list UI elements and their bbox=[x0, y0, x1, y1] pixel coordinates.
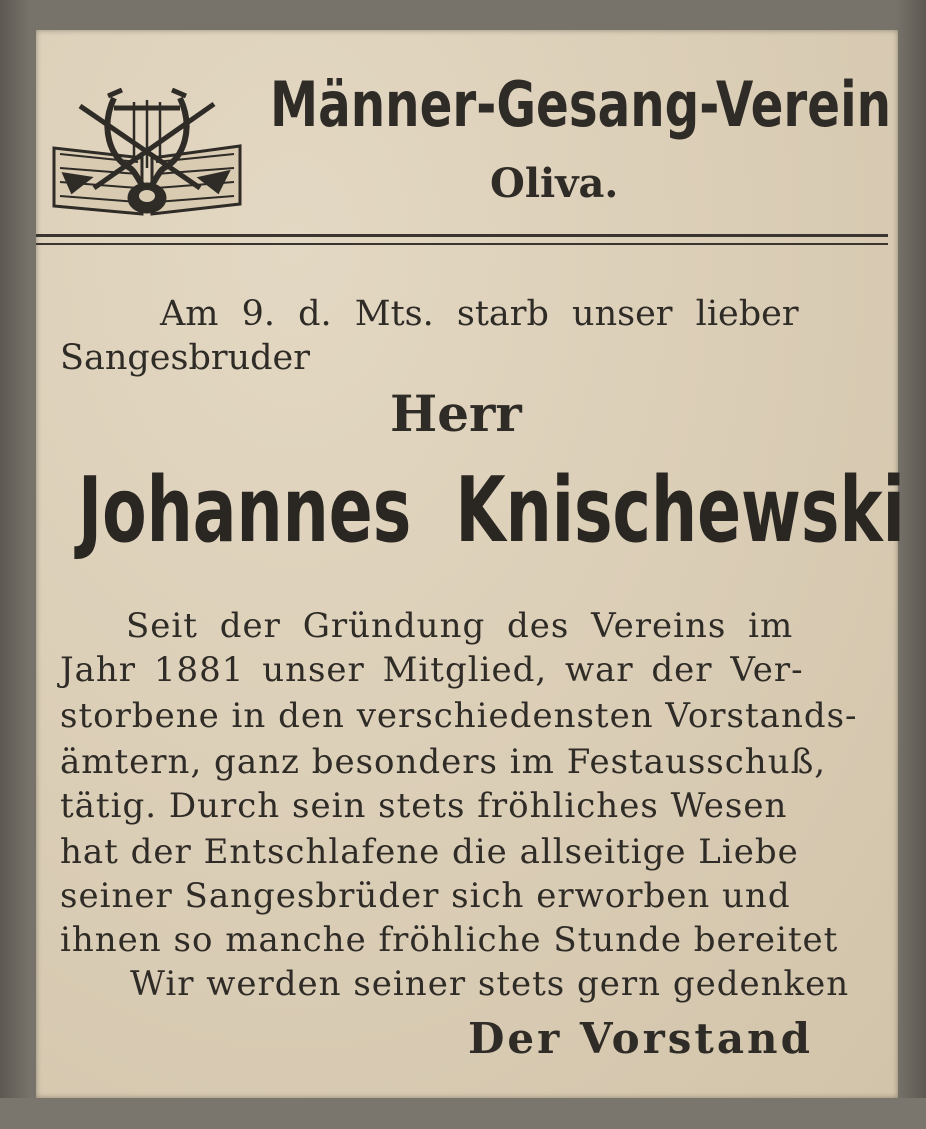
body-line: ihnen so manche fröhliche Stunde bereitet bbox=[60, 920, 839, 960]
club-name-heading: Männer-Gesang-Verein bbox=[270, 68, 892, 141]
body-line: Seit der Gründung des Vereins im bbox=[126, 606, 794, 646]
club-location: Oliva. bbox=[490, 160, 619, 207]
intro-line-2: Sangesbruder bbox=[60, 338, 310, 378]
body-line: seiner Sangesbrüder sich erworben und bbox=[60, 876, 791, 916]
signature: Der Vorstand bbox=[468, 1014, 813, 1063]
deceased-name: Johannes Knischewski bbox=[78, 458, 905, 563]
bottom-border bbox=[0, 1098, 926, 1129]
header-divider-bottom bbox=[36, 243, 888, 245]
body-line: tätig. Durch sein stets fröhliches Wesen bbox=[60, 786, 788, 826]
salutation: Herr bbox=[390, 384, 522, 443]
intro-line-1: Am 9. d. Mts. starb unser lieber bbox=[160, 294, 799, 334]
body-line: hat der Entschlafene die allseitige Liebe bbox=[60, 832, 799, 872]
body-line: Jahr 1881 unser Mitglied, war der Ver- bbox=[60, 650, 804, 690]
body-line: storbene in den verschiedensten Vorstands- bbox=[60, 696, 858, 736]
header-divider-top bbox=[36, 234, 888, 237]
body-line: ämtern, ganz besonders im Festausschuß, bbox=[60, 742, 827, 782]
lyre-emblem-icon bbox=[50, 88, 244, 222]
body-line: Wir werden seiner stets gern gedenken bbox=[130, 964, 850, 1004]
